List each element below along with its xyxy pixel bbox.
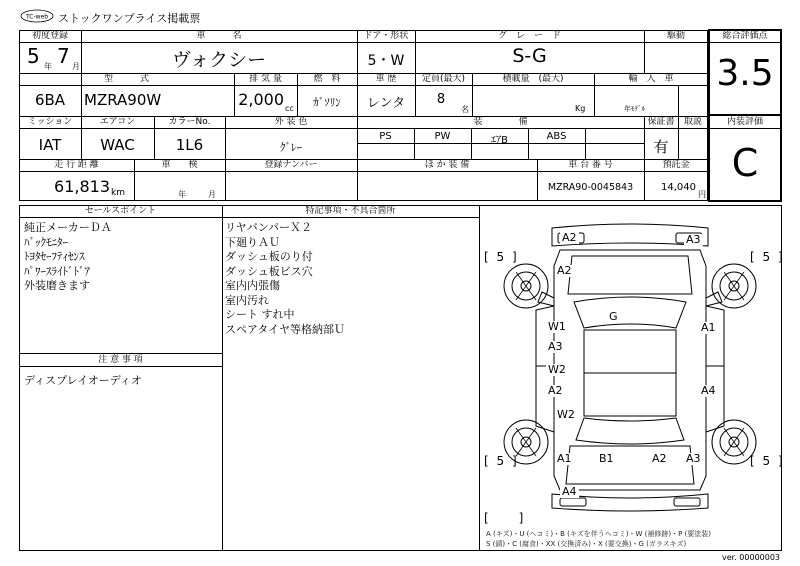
special-note-line: ダッシュ板のり付	[225, 250, 313, 263]
damage-mark: A3	[548, 340, 563, 353]
special-note-line: 下廻りＡＵ	[225, 235, 280, 249]
mileage-unit: km	[111, 188, 125, 198]
displacement: 2,000	[238, 90, 284, 109]
first-reg-label: 初度登録	[31, 31, 68, 41]
damage-mark: W2	[548, 363, 566, 376]
mileage: 61,813	[54, 177, 110, 196]
model-prefix: 6BA	[34, 91, 66, 109]
displacement-unit: cc	[285, 104, 294, 113]
load-label: 積載量 (最大)	[502, 74, 564, 84]
version-label: ver. 00000003	[722, 553, 781, 562]
car-damage-diagram	[480, 206, 781, 550]
equipment-abs: ABS	[546, 131, 567, 142]
sales-points-list	[24, 221, 112, 294]
damage-mark: G	[609, 310, 618, 323]
first-reg-month-unit: 月	[72, 62, 80, 71]
aircon-label: エアコン	[99, 117, 136, 127]
fuel: ｶﾞｿﾘﾝ	[313, 96, 341, 109]
car-name: ヴォクシー	[171, 49, 267, 71]
damage-mark: A2	[548, 384, 563, 397]
drive-label: 駆動	[666, 31, 685, 41]
damage-mark: A3	[686, 452, 701, 465]
inspection-month-unit: 月	[208, 190, 216, 199]
exterior-color: ｸﾞﾚｰ	[280, 141, 302, 154]
recycle-unit: 円	[698, 190, 706, 199]
sales-point-line: ﾊﾞｯｸﾓﾆﾀｰ	[24, 235, 68, 249]
grade-label: グ レ ー ド	[497, 31, 561, 41]
damage-mark: A1	[557, 452, 572, 465]
chassis-label: 車 台 番 号	[568, 160, 613, 170]
damage-mark: B1	[599, 452, 614, 465]
mission: IAT	[38, 136, 62, 154]
special-note-line: スペアタイヤ等格納部Ｕ	[225, 322, 346, 336]
aircon: WAC	[100, 136, 135, 154]
sales-point-line: ﾊﾟﾜｰｽﾗｲﾄﾞﾄﾞｱ	[24, 264, 90, 278]
warranty: 有	[653, 138, 669, 156]
damage-mark: W2	[557, 408, 575, 421]
overall-score-label: 総合評価点	[722, 31, 768, 41]
first-reg-year-unit: 年	[44, 62, 52, 71]
interior-score: C	[731, 141, 759, 185]
import-year-label: 年ﾓﾃﾞﾙ	[624, 105, 645, 113]
history: レンタ	[366, 96, 406, 111]
mission-label: ミッション	[27, 117, 73, 127]
logo-text: TC-web	[25, 13, 49, 21]
damage-mark: A2	[557, 264, 572, 277]
capacity-unit: 名	[461, 105, 469, 114]
tire-front-right: [ 5 ]	[750, 250, 785, 264]
chassis-number: MZRA90-0045843	[547, 182, 634, 193]
load-unit: Kg	[575, 104, 586, 113]
inspection-label: 車 検	[161, 160, 198, 170]
other-equipment-label: ほ か 装 備	[424, 160, 470, 170]
first-reg-month: 7	[57, 44, 70, 68]
warranty-label: 保証書	[647, 117, 675, 127]
capacity-label: 定員(最大)	[421, 74, 466, 84]
damage-mark: A3	[686, 233, 701, 246]
door-label: ドア・形状	[363, 31, 409, 41]
special-note-line: ダッシュ板ビス穴	[225, 264, 313, 278]
equipment-label: 装 備	[473, 117, 528, 127]
mileage-label: 走 行 距 離	[54, 160, 99, 170]
grade: S-G	[512, 45, 547, 67]
damage-legend-line2: S (錆)・C (腐食)・XX (交換済み)・X (要交換)・G (ガラスキズ)	[486, 540, 687, 548]
exterior-color-label: 外 装 色	[274, 117, 308, 127]
car-name-label: 車 名	[196, 31, 242, 41]
sales-points-label: セールスポイント	[84, 206, 157, 216]
sales-point-line: 純正メーカーＤＡ	[24, 221, 112, 234]
note-line: ディスプレイオーディオ	[24, 374, 142, 387]
equipment-ps: PS	[379, 131, 392, 142]
plate-label: 登録ナンバー	[264, 160, 318, 170]
logo	[20, 8, 54, 24]
tire-rear-right: [ 5 ]	[750, 454, 785, 468]
damage-mark: A4	[562, 485, 577, 498]
import-label: 輸 入 車	[628, 74, 674, 84]
fuel-label: 燃 料	[313, 74, 341, 84]
equipment-pw: PW	[434, 131, 451, 142]
sales-point-line: ﾄﾖﾀｾｰﾌﾃｨｾﾝｽ	[24, 250, 85, 263]
special-note-line: 室内内張傷	[225, 279, 280, 292]
damage-legend-line1: A (キズ)・U (ヘコミ)・B (キズを伴うヘコミ)・W (補修跡)・P (要塗装)	[486, 530, 712, 538]
equipment-airbag: ｴｱB	[491, 135, 508, 146]
displacement-label: 排 気 量	[249, 74, 282, 84]
spare-tire: [ ]	[484, 511, 526, 525]
interior-score-label: 内装評価	[726, 117, 763, 127]
damage-mark: W1	[548, 320, 566, 333]
color-label: カラーNo.	[168, 117, 211, 127]
inspection-year-unit: 年	[178, 190, 186, 199]
tire-front-left: [ 5 ]	[484, 250, 519, 264]
damage-mark: A1	[701, 321, 716, 334]
overall-score: 3.5	[716, 53, 774, 94]
model-label: 型 式	[103, 74, 149, 84]
recycle-label: 預託金	[662, 160, 690, 170]
damage-mark: A4	[701, 384, 716, 397]
color-no: 1L6	[175, 136, 204, 154]
sales-point-line: 外装磨きます	[24, 279, 90, 292]
recycle-deposit: 14,040	[661, 182, 696, 193]
special-note-line: 室内汚れ	[225, 293, 269, 307]
special-notes-label: 特記事項・不具合箇所	[305, 206, 396, 216]
tire-rear-left: [ 5 ]	[484, 454, 519, 468]
manual-label: 取説	[683, 117, 702, 127]
special-note-line: シート すれ中	[225, 308, 295, 321]
model-code: MZRA90W	[84, 91, 162, 109]
damage-mark: A2	[652, 452, 667, 465]
door-shape: 5・W	[367, 53, 405, 69]
page-title: ストックワンプライス掲載票	[58, 12, 201, 25]
notes-label: 注 意 事 項	[98, 355, 143, 365]
notes-list	[24, 374, 142, 389]
first-reg-year: 5	[27, 44, 40, 68]
special-notes-list	[225, 221, 345, 337]
damage-mark: A2	[562, 231, 577, 244]
special-note-line: リヤバンパーＸ２	[225, 221, 313, 234]
history-label: 車 歴	[375, 74, 397, 84]
capacity: 8	[436, 92, 446, 107]
